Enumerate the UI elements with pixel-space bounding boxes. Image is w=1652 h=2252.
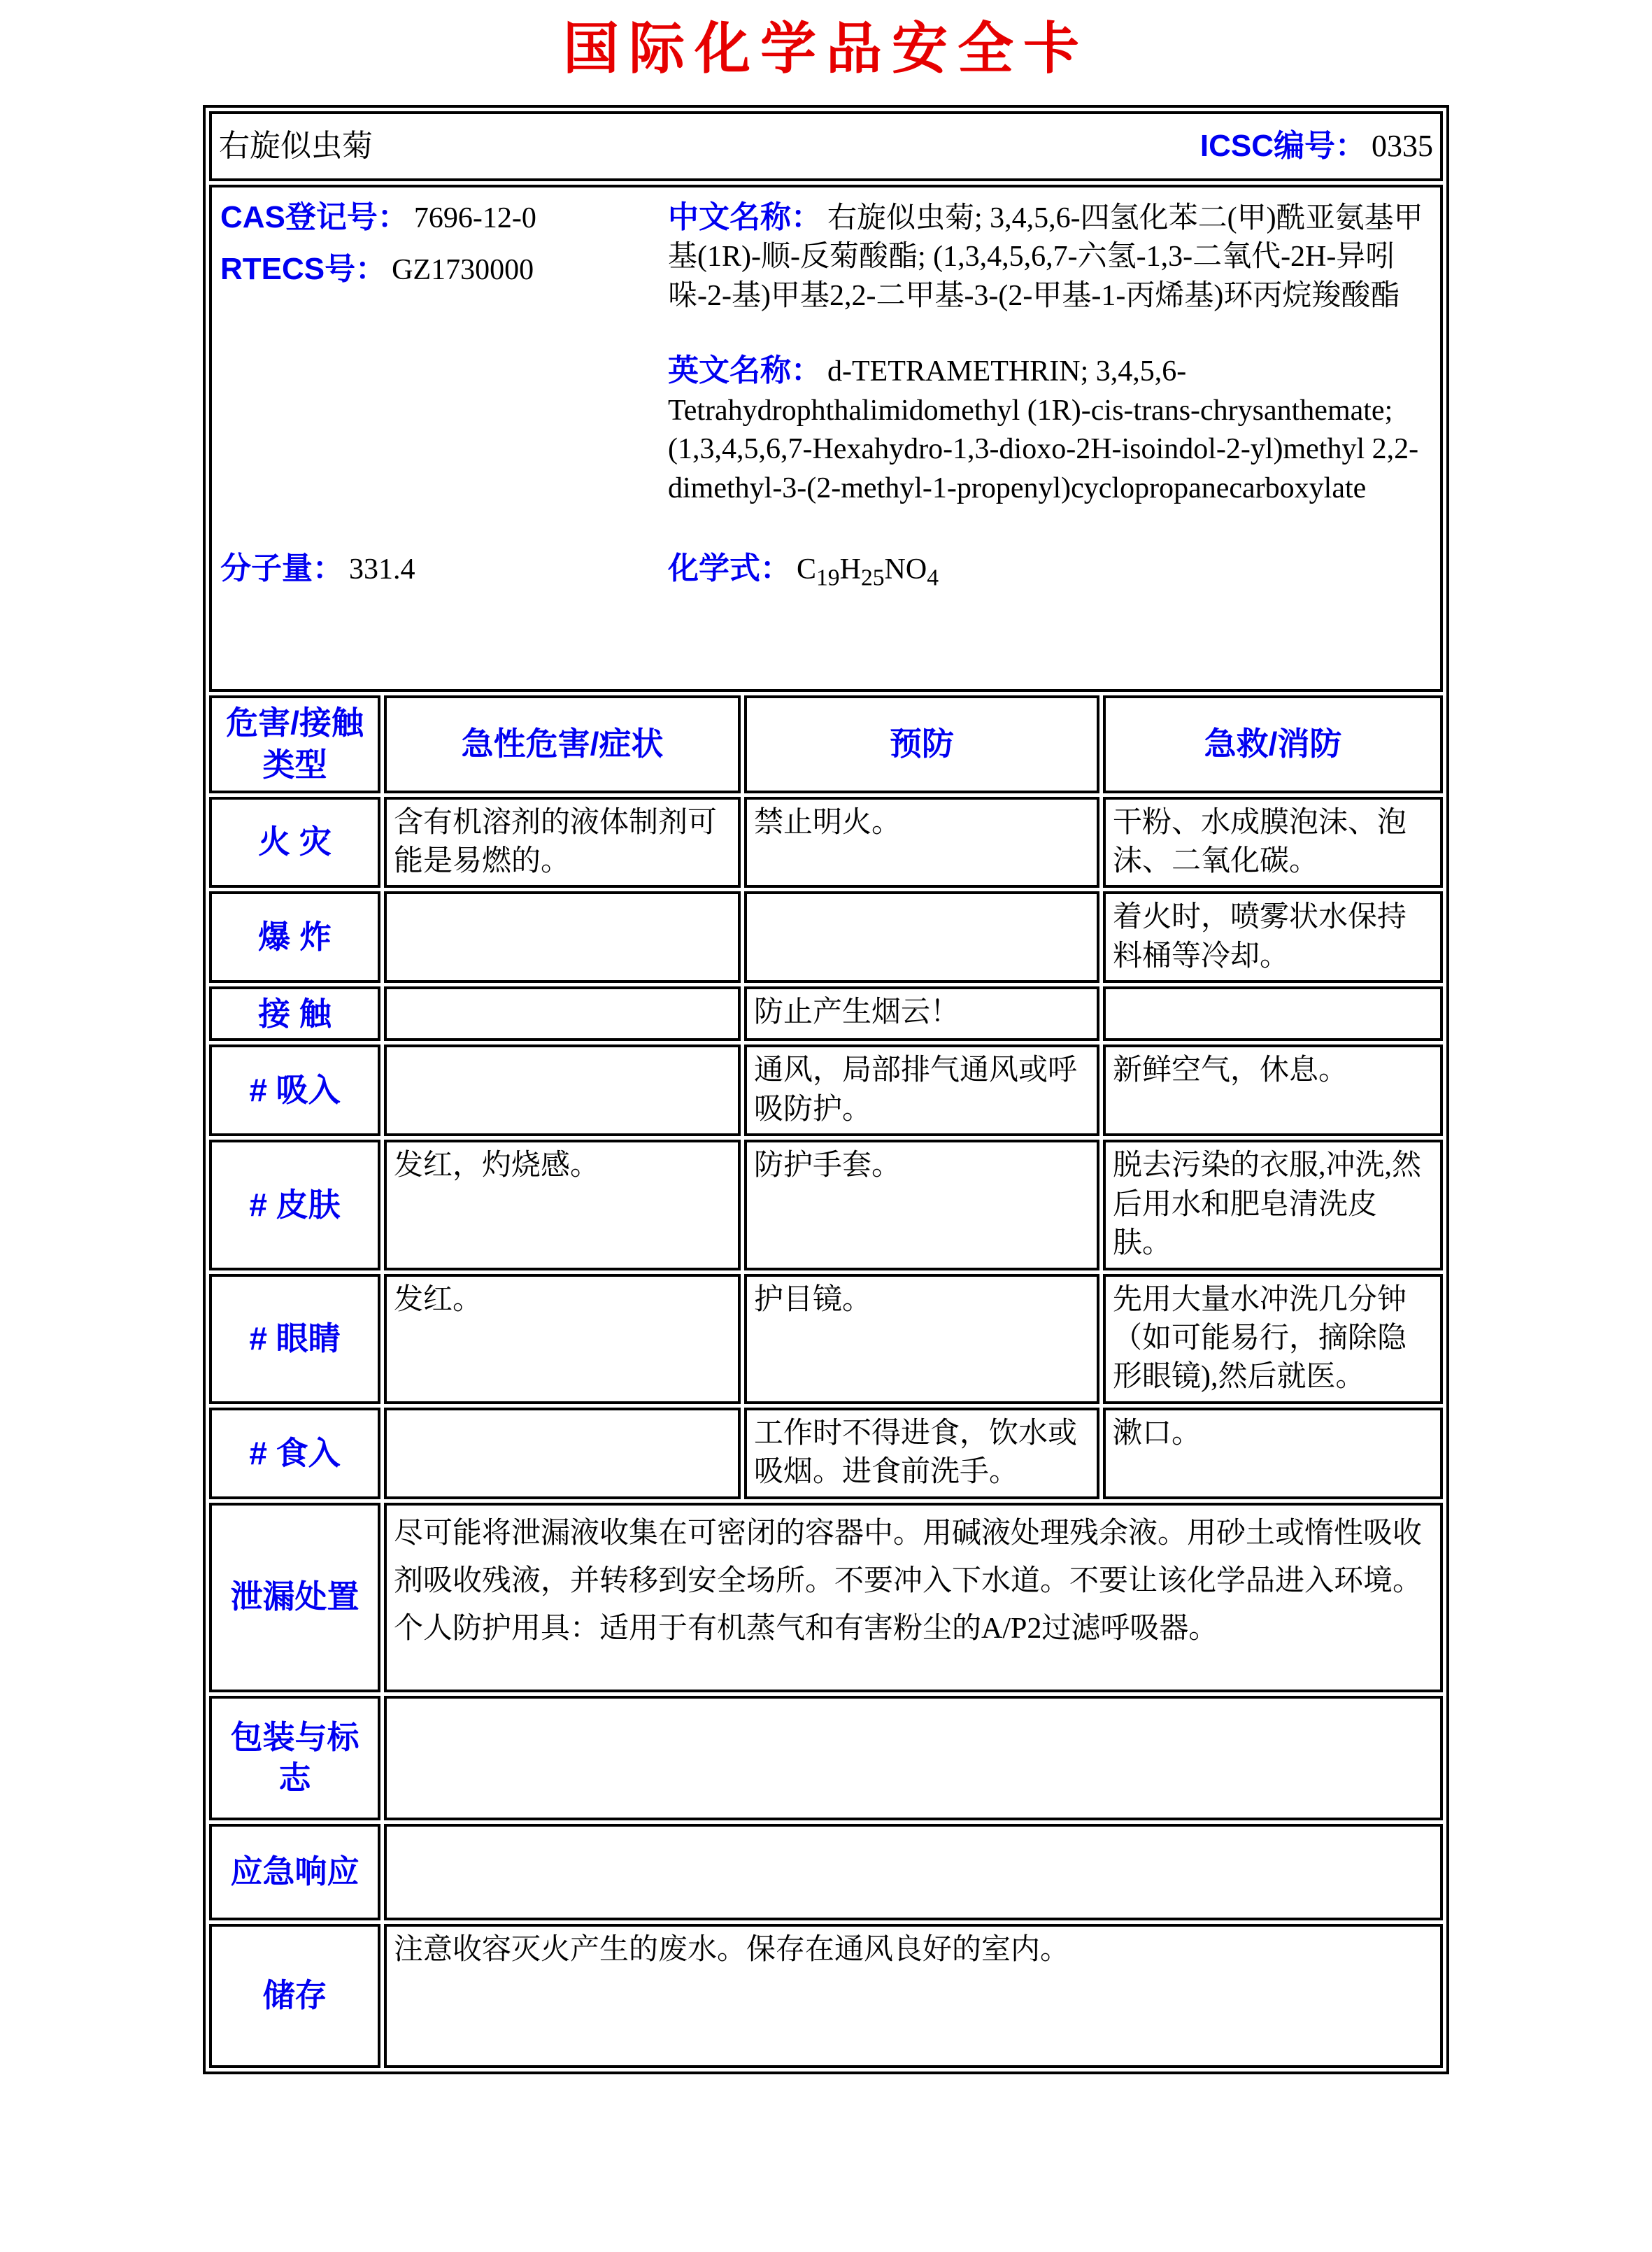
- hazard-type-label: # 皮肤: [209, 1140, 380, 1270]
- header-prevention: 预防: [744, 695, 1099, 793]
- english-name-label: 英文名称：: [668, 353, 822, 388]
- header-first-aid: 急救/消防: [1103, 695, 1443, 793]
- page-title: 国际化学品安全卡: [563, 17, 1089, 80]
- row-emergency: [209, 1824, 1443, 1920]
- prevention-cell: 通风，局部排气通风或呼吸防护。: [744, 1044, 1099, 1136]
- section-content: [384, 1696, 1443, 1820]
- row-eyes: [209, 1274, 1443, 1404]
- rtecs-number-label: RTECS号：: [220, 252, 387, 287]
- symptoms-cell: [384, 986, 741, 1041]
- symptoms-cell: [384, 1408, 741, 1499]
- cas-number-line: [220, 197, 654, 238]
- row-ingestion: [209, 1408, 1443, 1499]
- icsc-number-value: 0335: [1372, 128, 1433, 163]
- row-storage: [209, 1924, 1443, 2068]
- prevention-cell: 工作时不得进食，饮水或吸烟。进食前洗手。: [744, 1408, 1099, 1499]
- section-label: 储存: [209, 1924, 380, 2068]
- header-symptoms: 急性危害/症状: [384, 695, 741, 793]
- first-aid-cell: 脱去污染的衣服,冲洗,然后用水和肥皂清洗皮肤。: [1103, 1140, 1443, 1270]
- section-content: [384, 1824, 1443, 1920]
- row-fire: [209, 797, 1443, 888]
- prevention-cell: 防止产生烟云！: [744, 986, 1099, 1041]
- symptoms-cell: 发红。: [384, 1274, 741, 1404]
- header-hazard-type: 危害/接触类型: [209, 695, 380, 793]
- row-contact: [209, 986, 1443, 1041]
- row-packaging: [209, 1696, 1443, 1820]
- molecular-weight-line: [220, 548, 668, 589]
- hazard-type-label: 接 触: [209, 986, 380, 1041]
- identity-cell: [209, 185, 1443, 692]
- first-aid-cell: 干粉、水成膜泡沫、泡沫、二氧化碳。: [1103, 797, 1443, 888]
- chinese-name-paragraph: [668, 197, 1432, 316]
- symptoms-cell: 发红，灼烧感。: [384, 1140, 741, 1270]
- first-aid-cell: 先用大量水冲洗几分钟（如可能易行，摘除隐形眼镜),然后就医。: [1103, 1274, 1443, 1404]
- hazard-type-label: # 眼睛: [209, 1274, 380, 1404]
- prevention-cell: [744, 891, 1099, 983]
- icsc-number: [1200, 126, 1433, 167]
- first-aid-cell: 新鲜空气，休息。: [1103, 1044, 1443, 1136]
- prevention-cell: 防护手套。: [744, 1140, 1099, 1270]
- hazard-type-label: 火 灾: [209, 797, 380, 888]
- symptoms-cell: [384, 891, 741, 983]
- first-aid-cell: 漱口。: [1103, 1408, 1443, 1499]
- row-skin: [209, 1140, 1443, 1270]
- hazard-type-label: 爆 炸: [209, 891, 380, 983]
- chinese-name-value: 右旋似虫菊; 3,4,5,6-四氢化苯二(甲)酰亚氨基甲基(1R)-顺-反菊酸酯; (1,3,4,5,6,7-六氢-1,3-二氧代-2H-异吲哚-2-基)甲基2,2-二甲基-3-(2-甲基-1-丙烯基)环丙烷羧酸酯: [668, 202, 1423, 312]
- first-aid-cell: 着火时，喷雾状水保持料桶等冷却。: [1103, 891, 1443, 983]
- english-name-value: d-TETRAMETHRIN; 3,4,5,6-Tetrahydrophthalimidomethyl (1R)-cis-trans-chrysanthemate; (1,3,4,5,6,7-Hexahydro-1,3-dioxo-2H-isoindol-2-yl)methyl 2,2-dimethyl-3-(2-methyl-1-propenyl)cyclopropanecarboxylate: [668, 355, 1419, 504]
- safety-card-table: [203, 105, 1449, 2074]
- cas-number-label: CAS登记号：: [220, 200, 408, 234]
- section-content: 注意收容灭火产生的废水。保存在通风良好的室内。: [384, 1924, 1443, 2068]
- row-explosion: [209, 891, 1443, 983]
- chemical-names: [668, 197, 1432, 508]
- chemical-formula-label: 化学式：: [668, 551, 791, 586]
- registry-numbers: [220, 197, 668, 508]
- section-content: 尽可能将泄漏液收集在可密闭的容器中。用碱液处理残余液。用砂土或惰性吸收剂吸收残液，并转移到安全场所。不要冲入下水道。不要让该化学品进入环境。个人防护用具：适用于有机蒸气和有害粉尘的A/P2过滤呼吸器。: [384, 1503, 1443, 1692]
- row-spillage: [209, 1503, 1443, 1692]
- rtecs-number-line: [220, 249, 654, 290]
- english-name-paragraph: [668, 350, 1432, 508]
- prevention-cell: 禁止明火。: [744, 797, 1099, 888]
- icsc-number-label: ICSC编号：: [1199, 128, 1366, 163]
- molecular-weight-label: 分子量：: [220, 551, 343, 586]
- chemical-formula-line: [668, 548, 1432, 589]
- chemical-formula-value: $C_{19}H_{25}NO_4$: [797, 553, 939, 591]
- section-label: 包装与标志: [209, 1696, 380, 1820]
- section-label: 应急响应: [209, 1824, 380, 1920]
- chinese-name-label: 中文名称：: [668, 200, 822, 234]
- prevention-cell: 护目镜。: [744, 1274, 1099, 1404]
- substance-name: 右旋似虫菊: [219, 128, 373, 163]
- rtecs-number-value: GZ1730000: [392, 254, 534, 287]
- hazard-type-label: # 吸入: [209, 1044, 380, 1136]
- card-header-row: [209, 111, 1443, 181]
- hazard-header-row: [209, 695, 1443, 793]
- symptoms-cell: [384, 1044, 741, 1136]
- section-label: 泄漏处置: [209, 1503, 380, 1692]
- hazard-type-label: # 食入: [209, 1408, 380, 1499]
- first-aid-cell: [1103, 986, 1443, 1041]
- identity-row: [209, 185, 1443, 692]
- card-header-cell: [209, 111, 1443, 181]
- molecular-weight-value: 331.4: [349, 553, 415, 586]
- cas-number-value: 7696-12-0: [413, 202, 536, 234]
- row-inhalation: [209, 1044, 1443, 1136]
- symptoms-cell: 含有机溶剂的液体制剂可能是易燃的。: [384, 797, 741, 888]
